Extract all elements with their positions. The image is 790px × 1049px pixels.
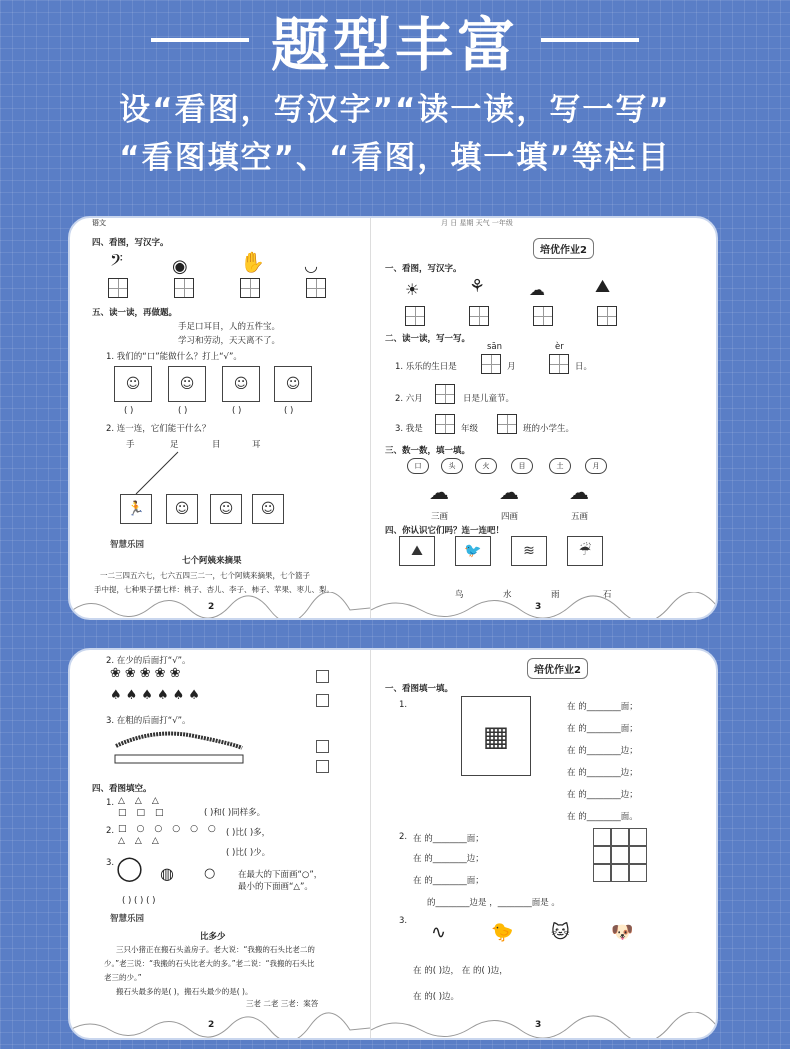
section-4-heading: 四、看图填空。: [92, 784, 152, 794]
word-bird: 鸟: [455, 590, 464, 600]
animal-row-1[interactable]: 在 的( )边， 在 的( )边，: [413, 966, 508, 976]
grid-cell-star-dark: [629, 864, 647, 882]
bookshelf-picture: [461, 696, 531, 776]
position-row-4[interactable]: 在 的________边；: [567, 768, 638, 778]
character-cloud: 火: [475, 458, 497, 474]
title-line-right: [541, 38, 639, 42]
position-row-5[interactable]: 在 的________边；: [567, 790, 638, 800]
rope-icon: [114, 726, 244, 752]
water-picture: [511, 536, 547, 566]
dog-icon: 🐶: [611, 922, 634, 943]
section-2-heading: 二、读一读，写一写。: [385, 334, 471, 344]
grid-cell-heart: [593, 828, 611, 846]
wisdom-garden-label: 智慧乐园: [110, 914, 145, 924]
answer-paren[interactable]: ( ): [124, 406, 134, 416]
writing-box[interactable]: [306, 278, 326, 298]
word-rain: 雨: [551, 590, 560, 600]
triangle-icons: △△△: [118, 836, 169, 846]
page-number: 2: [208, 602, 215, 612]
character-cloud: 目: [511, 458, 533, 474]
story-title: 比多少: [200, 932, 226, 942]
page-header: 月 日 星期 天气 一年级: [441, 219, 513, 227]
answer-paren[interactable]: ( ): [232, 406, 242, 416]
child-picture: [168, 366, 206, 402]
writing-box[interactable]: [469, 306, 489, 326]
word-stone: 石: [603, 590, 612, 600]
title-line-left: [151, 38, 249, 42]
section-5-heading: 五、读一读，再做题。: [92, 308, 178, 318]
story-answer: 三老 二老 三老：案答: [246, 999, 319, 1008]
sub-2-label: 2.: [399, 832, 408, 842]
running-child-icon: 🏃: [127, 501, 145, 517]
word-water: 水: [503, 590, 512, 600]
item-1-fill[interactable]: ( )和( )同样多。: [204, 808, 266, 818]
character-cloud: 月: [585, 458, 607, 474]
line-3-c: 班的小学生。: [523, 424, 575, 434]
bottom-wave-decoration: [70, 1012, 370, 1038]
item-1-label: 1.: [106, 798, 115, 808]
child-icon: ☺: [174, 501, 190, 517]
position-row-6[interactable]: 在 的________面。: [567, 812, 638, 822]
child-icon: ☺: [218, 501, 234, 517]
triangle-square-icons: □□□: [118, 808, 174, 818]
eggplant-icons: ♠♠♠♠♠♠: [110, 688, 204, 703]
water-icon: ≋: [523, 543, 535, 559]
triangle-square-icons: △△△: [118, 796, 169, 806]
right-page: [370, 650, 718, 1038]
story-title: 七个阿姨来摘果: [182, 556, 242, 566]
answer-square[interactable]: [316, 694, 329, 707]
action-picture: [120, 494, 152, 524]
mouth-icon: ◡: [304, 256, 318, 275]
writing-box[interactable]: [240, 278, 260, 298]
section-1-heading: 一、看图填一填。: [385, 684, 454, 694]
workbook-badge: 培优作业2: [533, 238, 594, 259]
mountain-icon: ⛰: [595, 276, 611, 297]
rain-picture: [567, 536, 603, 566]
banner-title: 题型丰富: [270, 11, 519, 79]
page-number: 2: [208, 1020, 215, 1030]
poem-line-2: 学习和劳动，天天离不了。: [178, 336, 281, 346]
line-2-b: 日是儿童节。: [463, 394, 515, 404]
answer-paren[interactable]: ( ): [178, 406, 188, 416]
child-icon: ☺: [179, 376, 195, 392]
circle-icons: □○○○○○: [118, 824, 226, 834]
stone-icon: ⛰: [411, 543, 423, 559]
story-line-1: 三只小猪正在搬石头盖房子。老大说：“我搬的石头比老二的: [116, 945, 315, 954]
answer-square[interactable]: [316, 760, 329, 773]
writing-box[interactable]: [549, 354, 569, 374]
item-2-label: 2.: [106, 826, 115, 836]
action-picture: [210, 494, 242, 524]
writing-box[interactable]: [174, 278, 194, 298]
item-3-parens[interactable]: ( ) ( ) ( ): [122, 896, 156, 906]
line-1-a: 1. 乐乐的生日是: [395, 362, 457, 372]
word-hand: 手: [126, 440, 135, 450]
bottom-wave-decoration: [371, 1012, 718, 1038]
bird-icon: 🐦: [464, 543, 482, 559]
bookshelf-icon: ▦: [482, 719, 510, 753]
wisdom-garden-label: 智慧乐园: [110, 540, 145, 550]
workbook-spread-1: [68, 216, 718, 620]
shape-row-2[interactable]: 在 的________边；: [413, 854, 484, 864]
story-line-2: 少。”老三说：“我搬的石头比老大的多。”老二说：“我搬的石头比: [104, 959, 315, 968]
workbook-spread-2: [68, 648, 718, 1040]
ruler-icon: [114, 754, 244, 764]
grid-cell-diamond: [629, 846, 647, 864]
line-1-b: 月: [507, 362, 516, 372]
workbook-badge: 培优作业2: [527, 658, 588, 679]
page-number: 3: [535, 1020, 542, 1030]
section-3-heading: 三、数一数，填一填。: [385, 446, 471, 456]
writing-box[interactable]: [533, 306, 553, 326]
question-2: 2. 连一连，它们能干什么？: [106, 424, 211, 434]
position-row-2[interactable]: 在 的________面；: [567, 724, 638, 734]
writing-box[interactable]: [405, 306, 425, 326]
line-1-c: 日。: [575, 362, 593, 372]
child-icon: ☺: [285, 376, 301, 392]
eye-icon: ◉: [172, 256, 188, 277]
ear-icon: 𝄢: [110, 250, 123, 274]
cloud-icon: ☁: [529, 280, 545, 299]
banner-subtitle-2: “看图填空”、“看图，填一填”等栏目: [119, 140, 671, 176]
word-ear: 耳: [252, 440, 261, 450]
bird-picture: [455, 536, 491, 566]
child-picture: [114, 366, 152, 402]
line-3-b: 年级: [461, 424, 479, 434]
cabbage-icons: ❀❀❀❀❀: [110, 666, 185, 681]
character-cloud: 土: [549, 458, 571, 474]
cat-icon: 🐱: [551, 922, 570, 943]
child-icon: ☺: [233, 376, 249, 392]
chick-icon: 🐤: [491, 922, 514, 943]
story-line-3: 老三的少。”: [104, 973, 142, 982]
item-2-fill-1[interactable]: ( )比( )多，: [226, 828, 271, 838]
grid-cell-flower: [629, 828, 647, 846]
grass-icon: ⚘: [469, 276, 486, 297]
flowerpot-icon: ☁: [499, 480, 519, 504]
writing-box[interactable]: [481, 354, 501, 374]
rain-icon: ☔: [578, 543, 592, 559]
ball-icon: ◍: [160, 864, 174, 883]
stone-picture: [399, 536, 435, 566]
question-3: 3. 在粗的后面打“√”。: [106, 716, 191, 726]
shape-row-1[interactable]: 在 的________面；: [413, 834, 484, 844]
position-row-1[interactable]: 在 的________面；: [567, 702, 638, 712]
count-label-5: 五画: [571, 512, 589, 522]
writing-box[interactable]: [108, 278, 128, 298]
grid-cell-triangle: [611, 864, 629, 882]
section-1-heading: 一、看图，写汉字。: [385, 264, 462, 274]
bottom-wave-decoration: [371, 592, 718, 618]
balloon-icon: ◯: [116, 854, 143, 882]
count-label-4: 四画: [501, 512, 519, 522]
section-4-heading: 四、看图，写汉字。: [92, 238, 169, 248]
item-3-line-2: 最小的下面画“△”。: [238, 882, 313, 892]
action-picture: [252, 494, 284, 524]
sub-1-label: 1.: [399, 700, 408, 710]
story-question[interactable]: 搬石头最多的是( )，搬石头最少的是( )。: [116, 987, 253, 996]
item-2-fill-2[interactable]: ( )比( )少。: [226, 848, 271, 858]
left-page: [70, 218, 370, 618]
page-number: 3: [535, 602, 542, 612]
word-foot: 足: [170, 440, 179, 450]
question-1: 1. 我们的“口”能做什么？打上“√”。: [106, 352, 242, 362]
position-row-3[interactable]: 在 的________边；: [567, 746, 638, 756]
shape-row-4[interactable]: 的________边是 ，________面是 。: [427, 898, 560, 908]
action-picture: [166, 494, 198, 524]
animal-row-2[interactable]: 在 的( )边。: [413, 992, 460, 1002]
story-line-2: 手中提，七种果子摆七样：桃子、杏儿、李子、柿子、苹果、枣儿、梨。: [94, 585, 334, 594]
character-cloud: 头: [441, 458, 463, 474]
story-line-1: 一二三四五六七，七六五四三二一，七个阿姨来摘果，七个篮子: [100, 571, 310, 580]
count-label-3: 三画: [431, 512, 449, 522]
child-icon: ☺: [125, 376, 141, 392]
left-page: [70, 650, 370, 1038]
child-picture: [222, 366, 260, 402]
grid-cell-star: [611, 828, 629, 846]
grid-cell-smile: [611, 846, 629, 864]
writing-box[interactable]: [597, 306, 617, 326]
word-eye: 目: [212, 440, 221, 450]
sub-3-label: 3.: [399, 916, 408, 926]
question-2: 2. 在少的后面打“√”。: [106, 656, 191, 666]
writing-box[interactable]: [435, 414, 455, 434]
item-3-line-1: 在最大的下面画“○”，: [238, 870, 323, 880]
title-row: [0, 4, 790, 79]
writing-box[interactable]: [497, 414, 517, 434]
flowerpot-icon: ☁: [569, 480, 589, 504]
bottom-wave-decoration: [70, 592, 370, 618]
section-4-heading: 四、你认识它们吗？连一连吧！: [385, 526, 505, 536]
answer-square[interactable]: [316, 740, 329, 753]
small-ball-icon: ○: [204, 866, 216, 881]
line-3-a: 3. 我是: [395, 424, 423, 434]
snake-icon: ∿: [431, 922, 447, 943]
pinyin-er: èr: [555, 342, 564, 352]
sun-icon: ☀: [405, 280, 420, 299]
writing-box[interactable]: [435, 384, 455, 404]
item-3-label: 3.: [106, 858, 115, 868]
grid-cell-sparkle: [593, 864, 611, 882]
child-icon: ☺: [260, 501, 276, 517]
grid-cell-circle: [593, 846, 611, 864]
hand-icon: ✋: [240, 250, 265, 274]
page-header: 语文: [92, 219, 106, 227]
character-cloud: 口: [407, 458, 429, 474]
banner-subtitle-1: 设“看图，写汉字”“读一读，写一写”: [119, 92, 671, 128]
child-picture: [274, 366, 312, 402]
banner: [0, 0, 790, 210]
flowerpot-icon: ☁: [429, 480, 449, 504]
shape-row-3[interactable]: 在 的________面；: [413, 876, 484, 886]
pinyin-san: sān: [487, 342, 503, 352]
connect-line: [130, 448, 190, 498]
line-2-a: 2. 六月: [395, 394, 423, 404]
answer-paren[interactable]: ( ): [284, 406, 294, 416]
right-page: [370, 218, 718, 618]
poem-line-1: 手足口耳目，人的五件宝。: [178, 322, 281, 332]
answer-square[interactable]: [316, 670, 329, 683]
